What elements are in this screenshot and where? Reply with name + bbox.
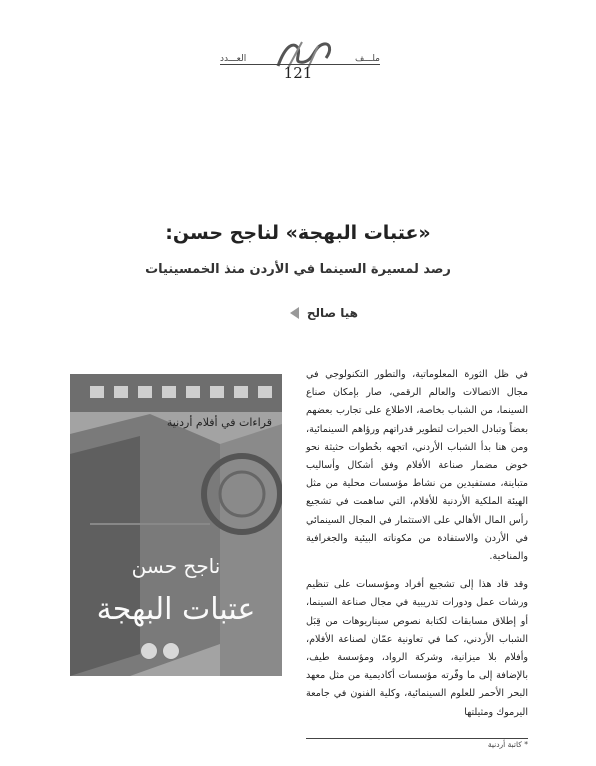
article-body: [306, 366, 528, 732]
publisher-logo-icon: [162, 642, 180, 660]
body-paragraph: وقد قاد هذا إلى تشجيع أفراد ومؤسسات على تنظيم ورشات عمل ودورات تدريبية في مجال صناعة السينما، أو إطلاق مسابقات لكتابة نصوص سيناريوهات من قِبَل الشباب الأردني، كما في تعاونية عمّان لصناعة الأفلام، وأفلام بلا ميزانية، وشركة الرواد، ومؤسسة طيف، بالإضافة إلى ما وفّرته مؤسسات أكاديمية من مثل معهد البحر الأحمر للعلوم السينمائية، وكلية الفنون في جامعة اليرموك ومثيلتها: [306, 579, 528, 718]
footnote-rule: [306, 738, 528, 739]
triangle-arrow-icon: [290, 307, 299, 319]
footnote: * كاتبة أردنية: [487, 740, 528, 749]
book-series-label: قراءات في أفلام أردنية: [166, 416, 272, 429]
book-cover-image: [70, 374, 282, 676]
author-line: [290, 306, 358, 320]
issue-label: العـــدد: [220, 54, 247, 64]
book-author: ناجح حسن: [131, 554, 221, 578]
article-title: «عتبات البهجة» لناجح حسن:: [165, 222, 431, 244]
publisher-logos: [140, 642, 180, 660]
publisher-logo-icon: [140, 642, 158, 660]
page-number: 121: [283, 64, 313, 82]
article-subtitle: رصد لمسيرة السينما في الأردن منذ الخمسينيات: [145, 262, 451, 277]
author-name: هيا صالح: [306, 306, 358, 320]
book-title: عتبات البهجة: [96, 592, 256, 627]
body-paragraph: في ظل الثورة المعلوماتية، والتطور التكنولوجي في مجال الاتصالات والعالم الرقمي، صار بإمكان صناع السينما، من الشباب بخاصة، الاطلاع على تجارب بعضهم بعضاً وتبادل الخبرات لتطوير قدراتهم ورؤاهم السينمائية، ومن هنا بدأ الشباب الأردني، اتجهه بخُطوات حثيثة نحو خوض مضمار صناعة الأفلام وفق أشكال وأساليب متباينة، مستفيدين من نشاط مؤسسات محلية من مثل الهيئة الملكية الأردنية للأفلام، التي ساهمت في تشجيع رأس المال الأهالي على الاستثمار في المجال السينمائي في الأردن والاستفادة من مكوناته البيئية والجغرافية والمناخية.: [306, 369, 528, 563]
section-label: ملـــف: [354, 54, 380, 64]
